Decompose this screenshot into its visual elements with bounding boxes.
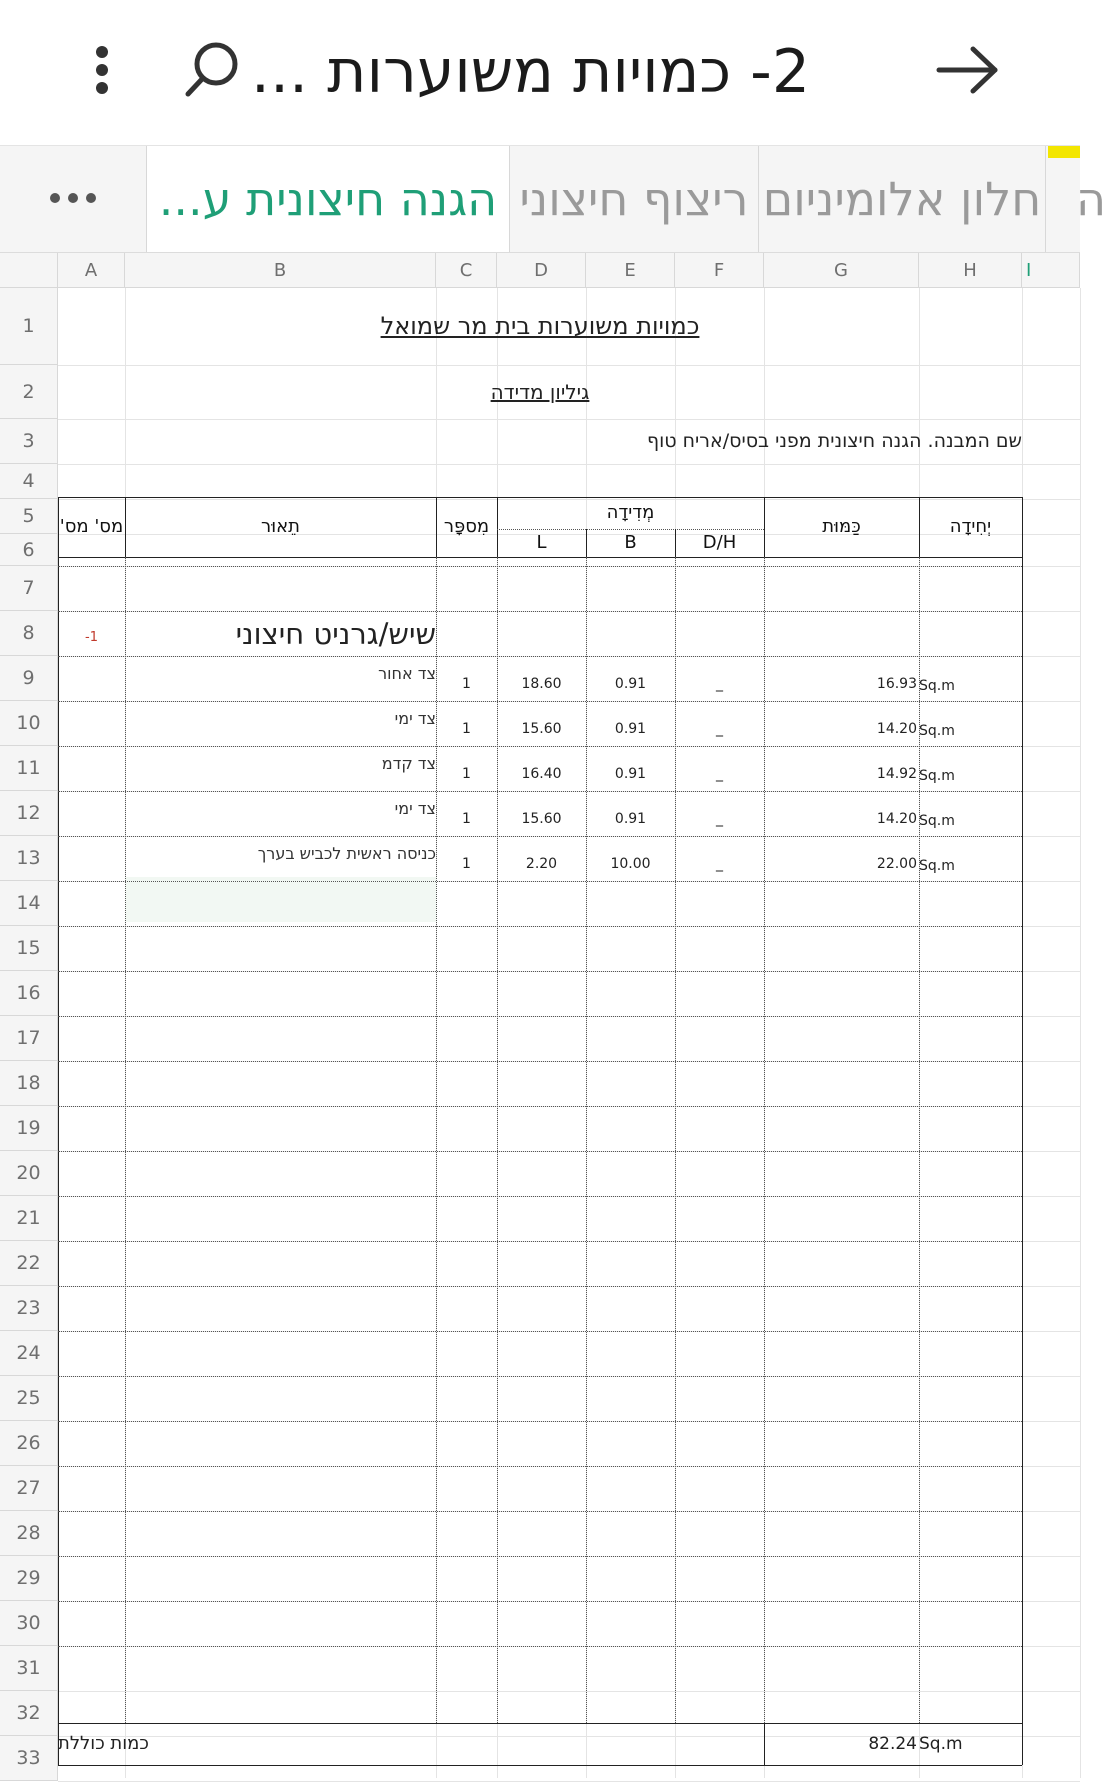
gridline-horizontal	[58, 1691, 1080, 1692]
top-bar	[0, 0, 1080, 146]
header-divider	[675, 529, 676, 557]
row-header-24[interactable]: 24	[0, 1331, 58, 1376]
tab-partial[interactable]: ה	[1045, 146, 1106, 252]
header-number: מִספָּר	[443, 516, 490, 537]
body-bottom-border	[58, 1723, 1022, 1724]
item-unit: Sq.m	[919, 813, 955, 829]
row-header-29[interactable]: 29	[0, 1556, 58, 1601]
item-number: 1	[462, 676, 471, 692]
item-description: צד קדמ	[381, 754, 436, 773]
column-header-c[interactable]: C	[436, 253, 497, 288]
total-divider	[764, 1723, 765, 1765]
gridline-horizontal	[58, 464, 1080, 465]
item-breadth: 0.91	[614, 721, 647, 737]
item-breadth: 10.00	[610, 856, 651, 872]
header-divider	[436, 497, 437, 557]
item-quantity: 14.20	[876, 811, 917, 827]
body-row-line	[58, 1016, 1022, 1017]
row-header-1[interactable]: 1	[0, 288, 58, 365]
body-column-line	[586, 557, 587, 1723]
sheet-subtitle: גיליון מדידה	[490, 380, 590, 404]
sheet-title: כמויות משוערות בית מר שמואל	[380, 312, 700, 340]
row-header-8[interactable]: 8	[0, 611, 58, 656]
total-unit: Sq.m	[919, 1734, 963, 1754]
cell-grid[interactable]	[58, 288, 1080, 1778]
body-row-line	[58, 656, 1022, 657]
header-divider	[586, 529, 587, 557]
item-breadth: 0.91	[614, 811, 647, 827]
header-item-no: מס' מס'	[59, 516, 124, 537]
item-depth: _	[716, 676, 723, 692]
column-header-d[interactable]: D	[497, 253, 586, 288]
body-row-line	[58, 926, 1022, 927]
row-header-10[interactable]: 10	[0, 701, 58, 746]
body-column-line	[675, 557, 676, 1723]
item-quantity: 14.20	[876, 721, 917, 737]
row-header-7[interactable]: 7	[0, 566, 58, 611]
body-row-line	[58, 611, 1022, 612]
row-header-28[interactable]: 28	[0, 1511, 58, 1556]
row-header-9[interactable]: 9	[0, 656, 58, 701]
row-header-15[interactable]: 15	[0, 926, 58, 971]
row-header-12[interactable]: 12	[0, 791, 58, 836]
item-description: כניסה ראשית לכביש בערך	[257, 844, 436, 863]
sheet-tabs	[0, 146, 1106, 253]
body-row-line	[58, 1511, 1022, 1512]
row-header-32[interactable]: 32	[0, 1691, 58, 1736]
body-column-line	[125, 557, 126, 1723]
column-header-i[interactable]: I	[1022, 253, 1080, 288]
row-header-25[interactable]: 25	[0, 1376, 58, 1421]
body-row-line	[58, 881, 1022, 882]
body-column-line	[436, 557, 437, 1723]
body-row-line	[58, 1646, 1022, 1647]
more-horizontal-icon[interactable]	[48, 188, 98, 208]
row-header-4[interactable]: 4	[0, 464, 58, 499]
row-header-3[interactable]: 3	[0, 419, 58, 464]
table-top-border	[58, 497, 1022, 498]
item-quantity: 14.92	[876, 766, 917, 782]
header-bottom-border	[58, 557, 1022, 558]
table-right-border	[1022, 497, 1023, 1765]
item-number: 1	[462, 721, 471, 737]
item-length: 15.60	[521, 811, 562, 827]
tab-indicator	[1048, 146, 1080, 158]
row-header-23[interactable]: 23	[0, 1286, 58, 1331]
row-header-22[interactable]: 22	[0, 1241, 58, 1286]
row-header-13[interactable]: 13	[0, 836, 58, 881]
item-quantity: 22.00	[876, 856, 917, 872]
spreadsheet[interactable]	[0, 253, 1080, 1778]
section-title: שיש/גרניט חיצוני	[235, 617, 436, 651]
column-header-e[interactable]: E	[586, 253, 675, 288]
header-divider	[764, 497, 765, 557]
body-row-line	[58, 1421, 1022, 1422]
header-divider	[125, 497, 126, 557]
row-header-21[interactable]: 21	[0, 1196, 58, 1241]
row-header-5[interactable]: 5	[0, 499, 58, 534]
total-quantity: 82.24	[868, 1734, 917, 1754]
item-length: 15.60	[521, 721, 562, 737]
column-header-a[interactable]: A	[58, 253, 125, 288]
measurement-split	[497, 529, 764, 530]
row-header-11[interactable]: 11	[0, 746, 58, 791]
item-depth: _	[716, 811, 723, 827]
item-quantity: 16.93	[876, 676, 917, 692]
header-L: L	[536, 532, 547, 553]
row-header-33[interactable]: 33	[0, 1736, 58, 1781]
total-bottom-border	[58, 1765, 1022, 1766]
column-header-h[interactable]: H	[919, 253, 1022, 288]
item-number: 1	[462, 856, 471, 872]
row-header-6[interactable]: 6	[0, 534, 58, 566]
item-depth: _	[716, 721, 723, 737]
column-header-g[interactable]: G	[764, 253, 919, 288]
body-column-line	[764, 557, 765, 1723]
row-header-27[interactable]: 27	[0, 1466, 58, 1511]
item-description: צד ימי	[394, 799, 436, 818]
row-header-19[interactable]: 19	[0, 1106, 58, 1151]
body-row-line	[58, 1106, 1022, 1107]
body-row-line	[58, 1556, 1022, 1557]
header-unit: יְחִידָה	[949, 516, 992, 537]
body-row-line	[58, 1241, 1022, 1242]
item-number: 1	[462, 811, 471, 827]
more-vertical-icon[interactable]	[84, 40, 120, 100]
arrow-right-icon[interactable]	[935, 45, 1001, 95]
selected-cell[interactable]	[125, 877, 437, 922]
item-length: 2.20	[525, 856, 558, 872]
building-name-text: שם המבנה. הגנה חיצונית מפני בסיס/אריח טוף	[646, 430, 1022, 452]
row-header-20[interactable]: 20	[0, 1151, 58, 1196]
body-row-line	[58, 1331, 1022, 1332]
header-divider	[919, 497, 920, 557]
header-B: B	[624, 532, 637, 553]
body-row-line	[58, 1601, 1022, 1602]
gridline-vertical	[1080, 288, 1081, 1778]
item-depth: _	[716, 856, 723, 872]
item-unit: Sq.m	[919, 678, 955, 694]
section-marker: 1-	[85, 630, 98, 645]
item-depth: _	[716, 766, 723, 782]
row-header-30[interactable]: 30	[0, 1601, 58, 1646]
body-row-line	[58, 836, 1022, 837]
total-label: כמות כוללת	[58, 1733, 149, 1754]
tab-aluminium-window[interactable]: חלון אלומיניום	[758, 146, 1045, 252]
body-row-line	[58, 1061, 1022, 1062]
item-description: צד אחור	[378, 664, 436, 683]
search-icon[interactable]	[182, 40, 242, 100]
body-row-line	[58, 701, 1022, 702]
header-DH: D/H	[702, 532, 737, 553]
row-header-26[interactable]: 26	[0, 1421, 58, 1466]
body-row-line	[58, 566, 1022, 567]
header-description: תֵאוּר	[261, 516, 300, 537]
select-all-corner[interactable]	[0, 253, 58, 288]
table-left-border	[58, 497, 59, 1765]
body-row-line	[58, 1286, 1022, 1287]
body-column-line	[919, 557, 920, 1723]
item-length: 16.40	[521, 766, 562, 782]
item-breadth: 0.91	[614, 676, 647, 692]
row-header-16[interactable]: 16	[0, 971, 58, 1016]
body-row-line	[58, 971, 1022, 972]
header-measurement: מְדִידָה	[606, 502, 655, 523]
document-title: 2- כמויות משוערות ...	[250, 37, 810, 107]
body-row-line	[58, 791, 1022, 792]
header-divider	[497, 497, 498, 557]
row-header-17[interactable]: 17	[0, 1016, 58, 1061]
item-length: 18.60	[521, 676, 562, 692]
row-header-18[interactable]: 18	[0, 1061, 58, 1106]
column-header-b[interactable]: B	[125, 253, 436, 288]
row-header-14[interactable]: 14	[0, 881, 58, 926]
body-row-line	[58, 1151, 1022, 1152]
body-row-line	[58, 1376, 1022, 1377]
body-column-line	[497, 557, 498, 1723]
item-unit: Sq.m	[919, 768, 955, 784]
tab-external-protection[interactable]: הגנה חיצונית ע...	[146, 146, 509, 252]
body-row-line	[58, 746, 1022, 747]
item-description: צד ימי	[394, 709, 436, 728]
header-quantity: כַּמּוּת	[822, 516, 861, 537]
column-header-f[interactable]: F	[675, 253, 764, 288]
item-number: 1	[462, 766, 471, 782]
tab-external-flooring[interactable]: ריצוף חיצוני	[509, 146, 758, 252]
item-breadth: 0.91	[614, 766, 647, 782]
row-header-31[interactable]: 31	[0, 1646, 58, 1691]
row-header-2[interactable]: 2	[0, 365, 58, 419]
item-unit: Sq.m	[919, 858, 955, 874]
body-row-line	[58, 1466, 1022, 1467]
body-row-line	[58, 1196, 1022, 1197]
item-unit: Sq.m	[919, 723, 955, 739]
